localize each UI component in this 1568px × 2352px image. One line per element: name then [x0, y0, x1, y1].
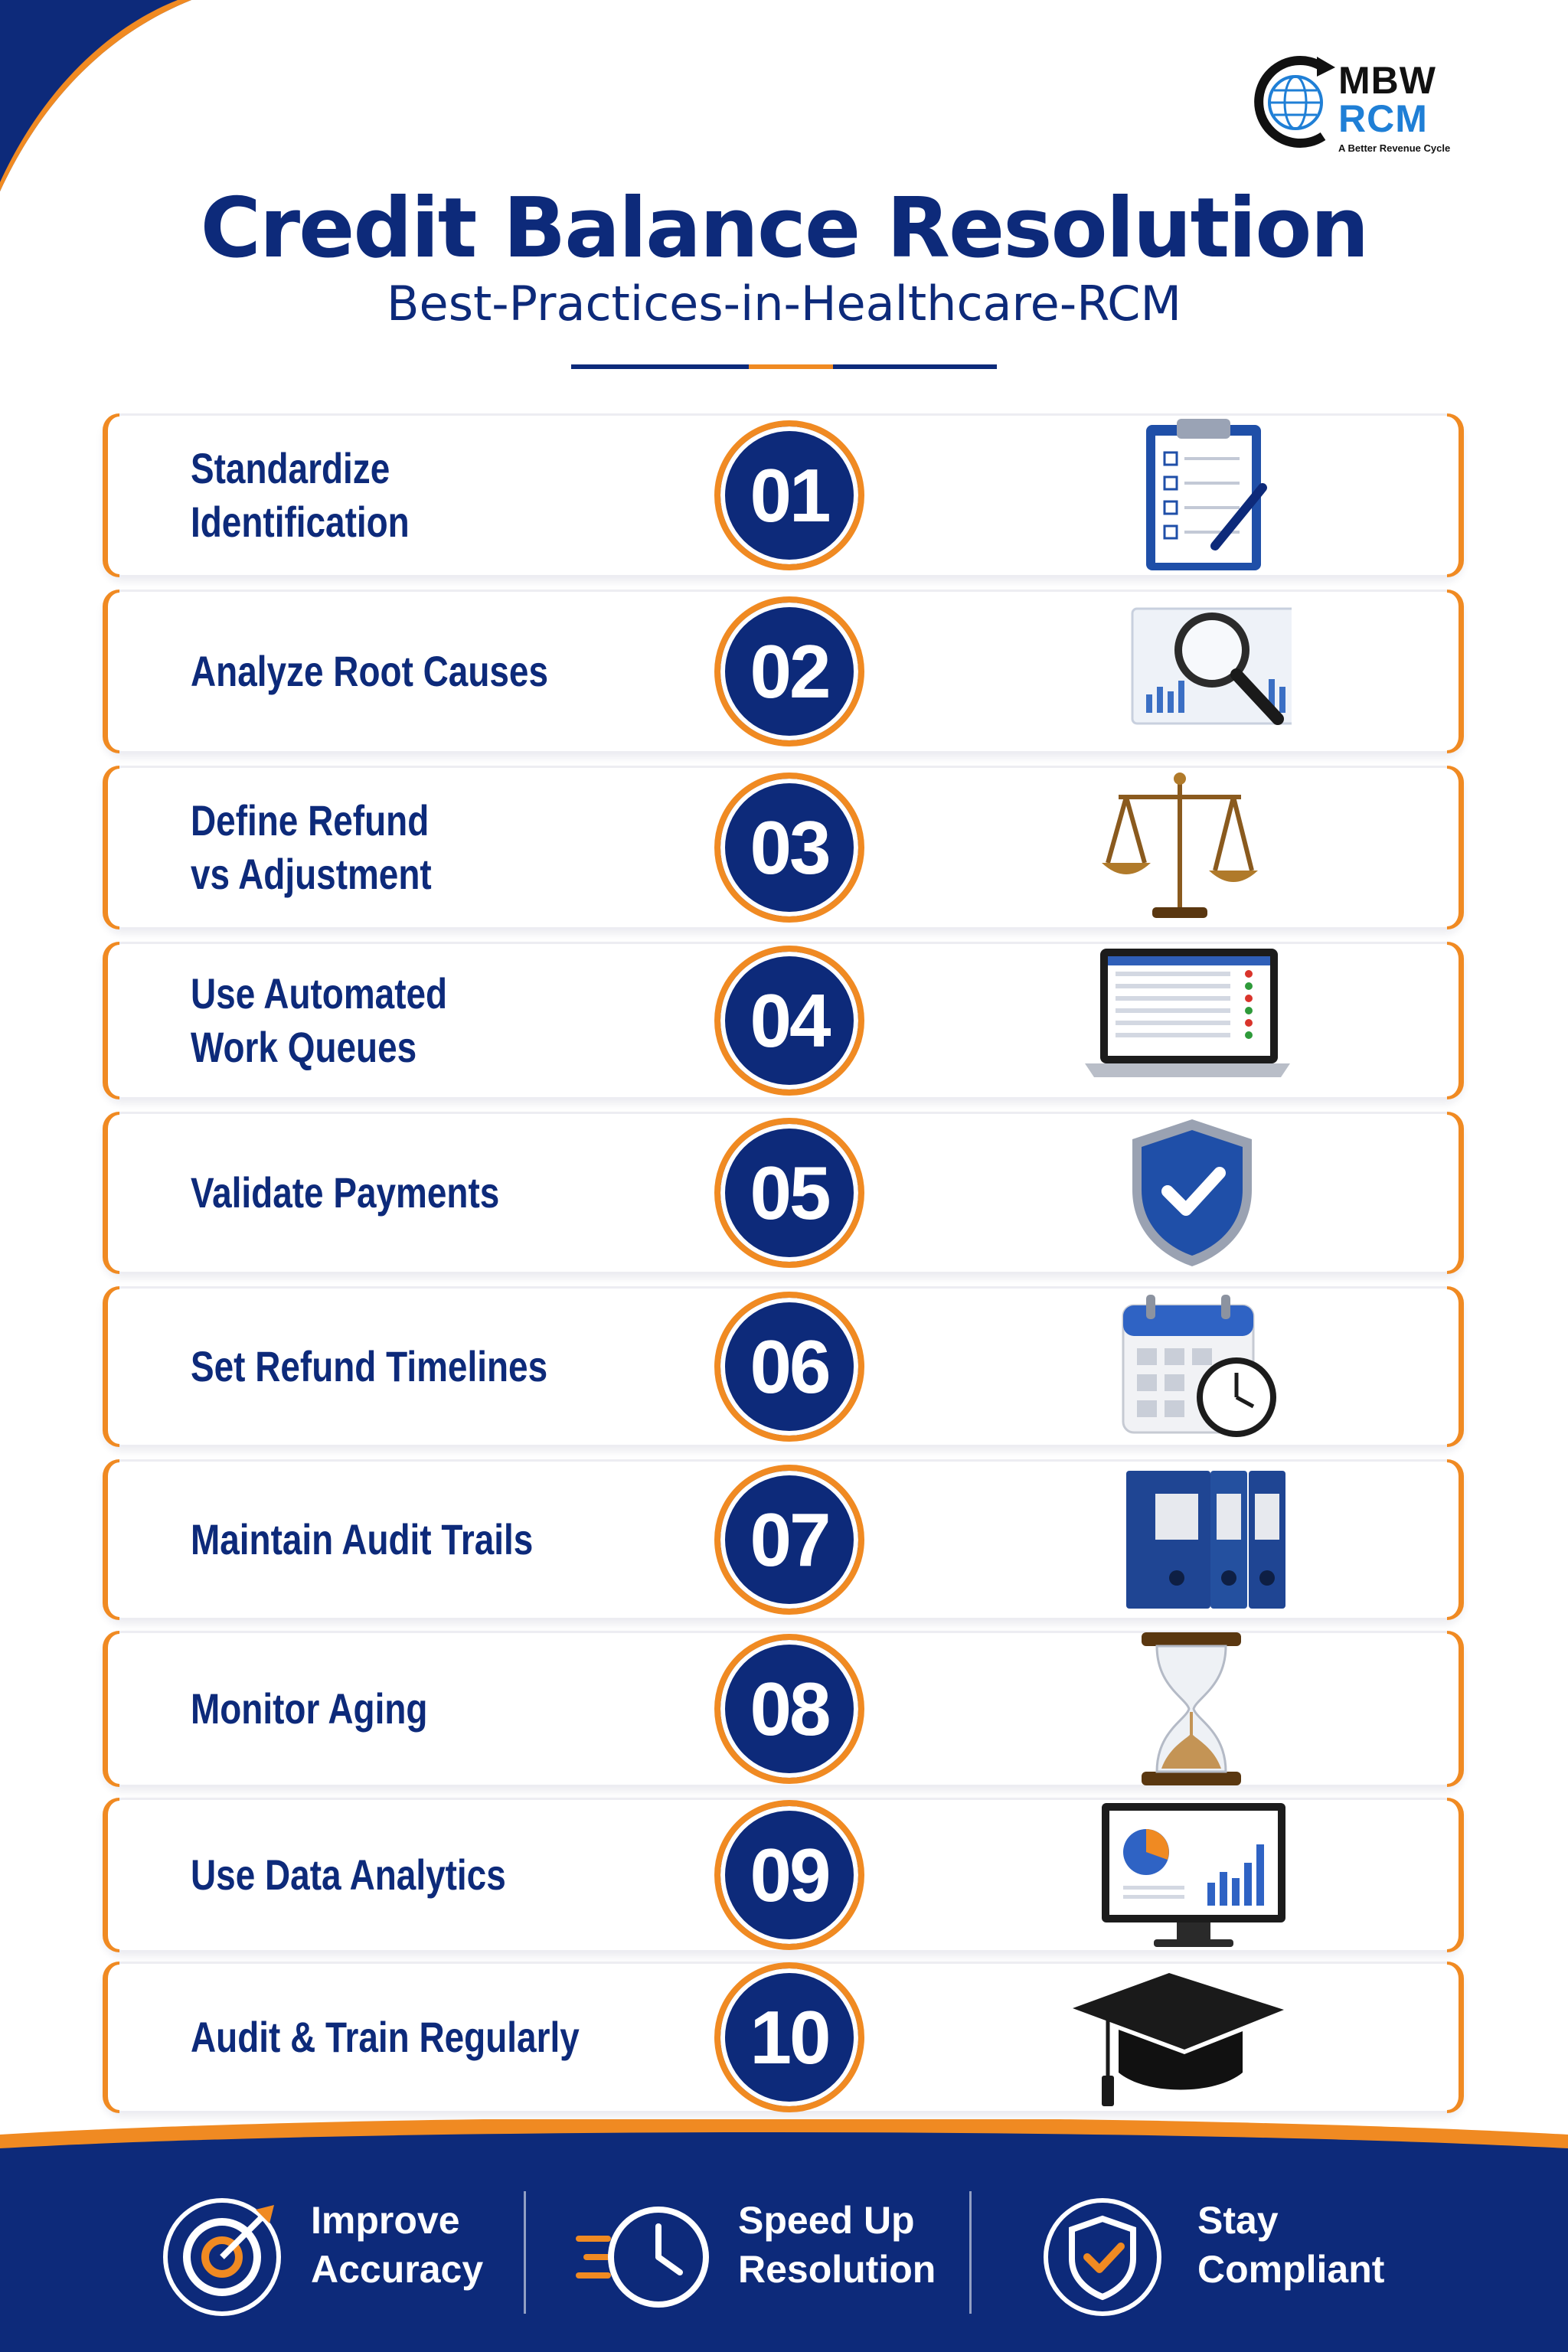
- step-number: 04: [750, 978, 829, 1063]
- step-number-badge: [714, 596, 864, 746]
- benefit-improve-accuracy: [161, 2196, 513, 2349]
- step-card: [103, 942, 1464, 1099]
- footer-divider: [969, 2191, 972, 2314]
- step-label: Monitor Aging: [191, 1684, 428, 1733]
- step-number: 10: [750, 1995, 829, 2079]
- benefit-label: Speed Up Resolution: [738, 2199, 936, 2291]
- step-label: Define Refund vs Adjustment: [191, 796, 432, 898]
- company-logo: [1246, 52, 1451, 159]
- step-label: Standardize Identification: [191, 444, 410, 546]
- page-title: Credit Balance Resolution: [200, 181, 1368, 276]
- calendar-clock-icon: [1062, 1290, 1292, 1443]
- balance-scale-icon: [1062, 771, 1292, 924]
- hourglass-icon: [1062, 1632, 1292, 1785]
- benefit-stay-compliant: [1041, 2196, 1439, 2349]
- step-label: Audit & Train Regularly: [191, 2013, 580, 2061]
- step-number-badge: [714, 1634, 864, 1784]
- step-number: 06: [750, 1325, 829, 1409]
- logo-tagline: A Better Revenue Cycle: [1338, 142, 1451, 154]
- step-label: Use Data Analytics: [191, 1851, 506, 1899]
- step-number-badge: [714, 1292, 864, 1442]
- step-card: [103, 1962, 1464, 2113]
- step-number: 09: [750, 1833, 829, 1917]
- step-number: 03: [750, 805, 829, 890]
- step-number: 08: [750, 1667, 829, 1751]
- step-number-badge: [714, 420, 864, 570]
- step-label: Analyze Root Causes: [191, 647, 548, 695]
- laptop-queue-icon: [1062, 944, 1292, 1097]
- step-number-badge: [714, 1962, 864, 2112]
- binders-icon: [1062, 1463, 1292, 1616]
- step-number: 01: [750, 453, 829, 537]
- step-card: [103, 1286, 1464, 1447]
- target-icon: [161, 2196, 283, 2318]
- step-card: [103, 1112, 1464, 1274]
- step-card: [103, 590, 1464, 753]
- magnifier-chart-icon: [1062, 595, 1292, 748]
- shield-check-icon: [1041, 2196, 1164, 2318]
- globe-logo-icon: [1246, 52, 1338, 152]
- benefit-label: Improve Accuracy: [311, 2199, 484, 2291]
- step-number: 07: [750, 1498, 829, 1582]
- step-card: [103, 413, 1464, 577]
- step-number: 02: [750, 629, 829, 714]
- logo-line2: RCM: [1338, 97, 1428, 140]
- page-subtitle: Best-Practices-in-Healthcare-RCM: [387, 276, 1181, 332]
- benefit-label: Stay Compliant: [1197, 2199, 1385, 2291]
- step-number-badge: [714, 1800, 864, 1950]
- graduation-cap-icon: [1062, 1961, 1292, 2114]
- shield-check-icon: [1062, 1116, 1292, 1269]
- step-label: Set Refund Timelines: [191, 1342, 548, 1390]
- step-number-badge: [714, 773, 864, 923]
- step-card: [103, 1459, 1464, 1620]
- step-number-badge: [714, 946, 864, 1096]
- step-label: Validate Payments: [191, 1168, 500, 1217]
- step-card: [103, 1631, 1464, 1787]
- benefit-speed-up-resolution: [574, 2196, 972, 2349]
- step-number-badge: [714, 1465, 864, 1615]
- title-underline: [571, 364, 997, 369]
- step-label: Maintain Audit Trails: [191, 1515, 534, 1563]
- clipboard-checklist-icon: [1062, 419, 1292, 572]
- step-card: [103, 766, 1464, 929]
- step-card: [103, 1798, 1464, 1952]
- fast-clock-icon: [574, 2196, 712, 2318]
- footer-divider: [524, 2191, 526, 2314]
- step-number: 05: [750, 1151, 829, 1235]
- analytics-monitor-icon: [1062, 1798, 1292, 1952]
- logo-line1: MBW: [1338, 59, 1436, 102]
- step-number-badge: [714, 1118, 864, 1268]
- step-label: Use Automated Work Queues: [191, 969, 448, 1071]
